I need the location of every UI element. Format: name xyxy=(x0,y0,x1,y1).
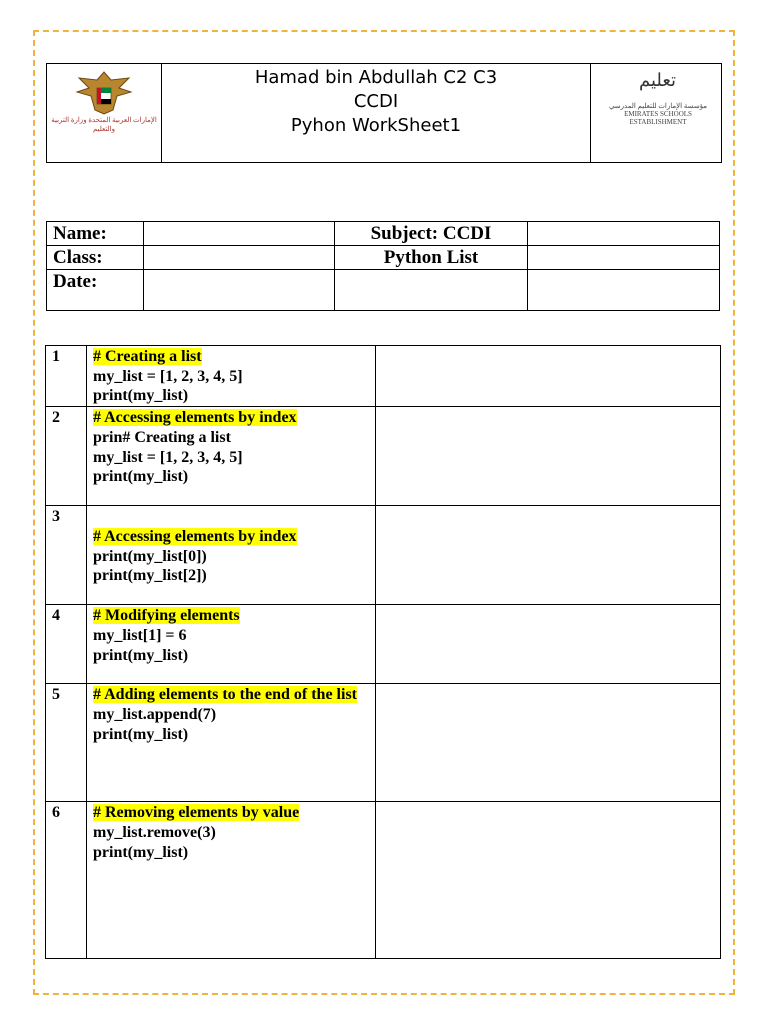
code-cell xyxy=(87,506,376,605)
code-line: my_list.append(7) xyxy=(93,705,217,723)
code-cell xyxy=(87,684,376,802)
table-row xyxy=(46,684,721,802)
ministry-logo-cell xyxy=(47,64,162,163)
code-spacer xyxy=(93,507,375,527)
course-name: CCDI xyxy=(353,91,399,112)
class-label: Class: xyxy=(47,246,144,270)
table-row xyxy=(46,407,721,506)
table-row xyxy=(46,506,721,605)
class-field[interactable] xyxy=(144,246,335,270)
worksheet-title: Pyhon WorkSheet1 xyxy=(290,115,462,136)
answer-cell[interactable] xyxy=(376,684,721,802)
date-field[interactable] xyxy=(144,270,335,311)
code-line: my_list = [1, 2, 3, 4, 5] xyxy=(93,448,243,466)
table-row xyxy=(46,346,721,407)
answer-cell[interactable] xyxy=(376,802,721,959)
code-line: print(my_list) xyxy=(93,843,189,861)
row-number: 6 xyxy=(46,802,87,959)
row-number: 1 xyxy=(46,346,87,407)
date-label: Date: xyxy=(47,270,144,311)
code-comment: # Modifying elements xyxy=(93,607,240,625)
info-blank-cell xyxy=(528,270,720,311)
code-cell xyxy=(87,346,376,407)
code-line: print(my_list[0]) xyxy=(93,547,207,565)
title-cell xyxy=(162,64,591,163)
exercise-table xyxy=(45,345,721,959)
ministry-logo-text: الإمارات العربية المتحدة وزارة التربية والتعليم xyxy=(51,116,157,133)
code-line: print(my_list) xyxy=(93,468,189,486)
code-line: print(my_list[2]) xyxy=(93,567,207,585)
code-cell xyxy=(87,605,376,684)
falcon-emblem-icon xyxy=(69,70,139,116)
code-line: print(my_list) xyxy=(93,646,189,664)
answer-cell[interactable] xyxy=(376,506,721,605)
student-info-table xyxy=(46,221,720,311)
answer-cell[interactable] xyxy=(376,407,721,506)
code-cell xyxy=(87,407,376,506)
info-blank-cell xyxy=(528,246,720,270)
header-table xyxy=(46,63,722,163)
row-number: 2 xyxy=(46,407,87,506)
code-line: my_list.remove(3) xyxy=(93,823,216,841)
code-comment: # Accessing elements by index xyxy=(93,527,297,545)
code-line: my_list = [1, 2, 3, 4, 5] xyxy=(93,367,243,385)
school-name: Hamad bin Abdullah C2 C3 xyxy=(254,67,498,88)
table-row xyxy=(46,605,721,684)
row-number: 5 xyxy=(46,684,87,802)
ese-logo-text: مؤسسة الإمارات للتعليم المدرسي EMIRATES SCHOOLS ESTABLISHMENT xyxy=(608,102,708,126)
code-line: print(my_list) xyxy=(93,725,189,743)
row-number: 3 xyxy=(46,506,87,605)
code-line: my_list[1] = 6 xyxy=(93,626,187,644)
info-blank-cell xyxy=(528,222,720,246)
code-cell xyxy=(87,802,376,959)
name-field[interactable] xyxy=(144,222,335,246)
name-label: Name: xyxy=(47,222,144,246)
code-comment: # Accessing elements by index xyxy=(93,409,297,427)
subject-label: Subject: CCDI xyxy=(335,222,528,246)
info-blank-cell xyxy=(335,270,528,311)
row-number: 4 xyxy=(46,605,87,684)
table-row xyxy=(46,802,721,959)
answer-cell[interactable] xyxy=(376,346,721,407)
answer-cell[interactable] xyxy=(376,605,721,684)
code-line: print(my_list) xyxy=(93,387,189,405)
topic-label: Python List xyxy=(335,246,528,270)
code-comment: # Creating a list xyxy=(93,348,202,365)
code-comment: # Adding elements to the end of the list xyxy=(93,686,357,704)
ese-logo-cell xyxy=(591,64,722,163)
code-line: prin# Creating a list xyxy=(93,428,231,446)
taleem-logo: تعليم xyxy=(639,70,677,90)
code-comment: # Removing elements by value xyxy=(93,804,300,822)
